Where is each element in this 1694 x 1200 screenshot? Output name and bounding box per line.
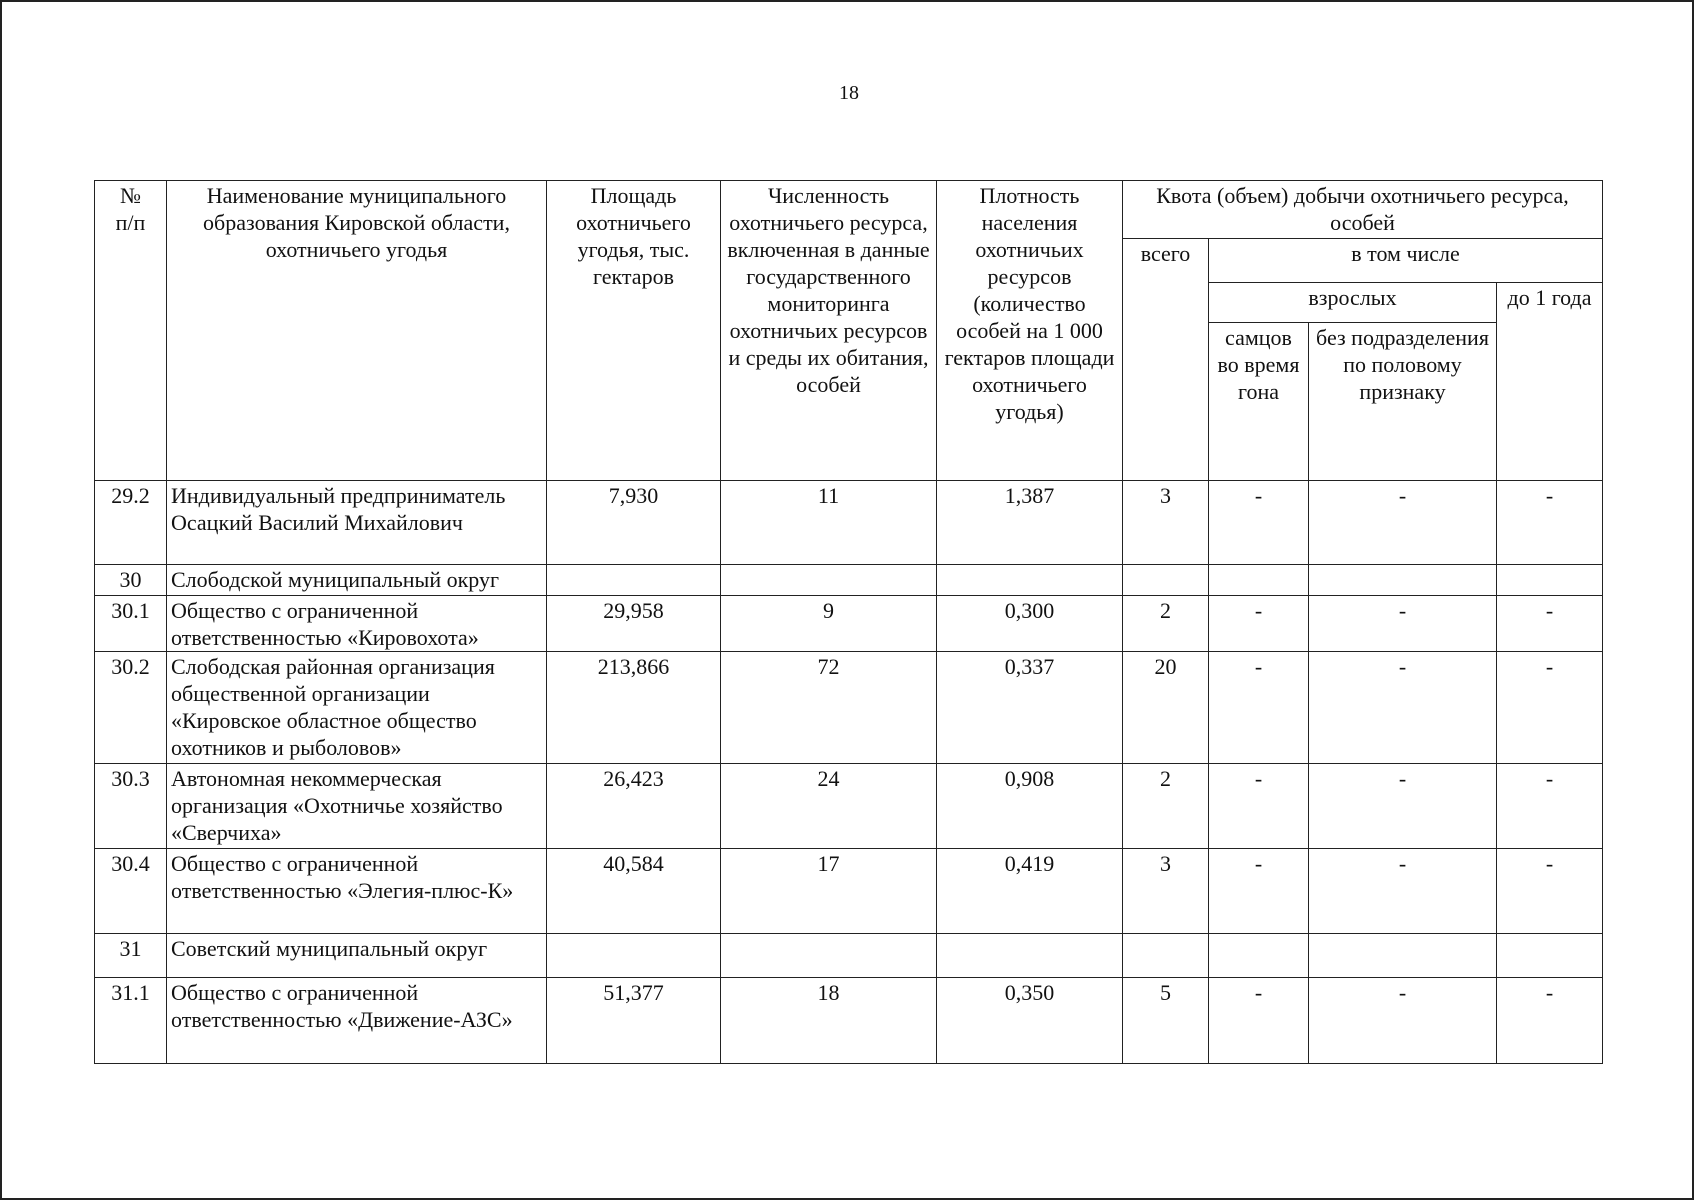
header-area: Площадь охотничьего угодья, тыс. гектаров [547,181,721,481]
header-males-rut: самцов во время гона [1209,323,1309,481]
row-name: Советский муниципальный округ [167,934,547,978]
row-count: 72 [721,652,937,764]
row-density: 0,300 [937,596,1123,652]
row-males: - [1209,652,1309,764]
row-count: 9 [721,596,937,652]
row-name: Общество с ограниченной ответственностью «Движение-АЗС» [167,978,547,1064]
row-nosex: - [1309,849,1497,934]
row-nosex: - [1309,481,1497,565]
header-density: Плотность населения охотничьих ресурсов (количество особей на 1 000 гектаров площади охотничьего угодья) [937,181,1123,481]
row-total: 3 [1123,849,1209,934]
row-count: 18 [721,978,937,1064]
row-under1: - [1497,764,1603,849]
row-density: 0,337 [937,652,1123,764]
row-count [721,934,937,978]
table-row [95,565,1603,596]
row-nosex: - [1309,764,1497,849]
row-density: 1,387 [937,481,1123,565]
quota-table [94,180,1603,1064]
row-area: 51,377 [547,978,721,1064]
header-count: Численность охотничьего ресурса, включенная в данные государственного мониторинга охотничьих ресурсов и среды их обитания, особей [721,181,937,481]
row-count: 17 [721,849,937,934]
header-num: № п/п [95,181,167,481]
row-area: 213,866 [547,652,721,764]
row-males [1209,565,1309,596]
row-density: 0,908 [937,764,1123,849]
table-row [95,481,1603,565]
row-males: - [1209,596,1309,652]
header-no-sex: без подразделения по половому признаку [1309,323,1497,481]
row-name: Автономная некоммерческая организация «Охотничье хозяйство «Сверчиха» [167,764,547,849]
row-density [937,565,1123,596]
row-area: 26,423 [547,764,721,849]
row-num: 30.2 [95,652,167,764]
row-under1: - [1497,481,1603,565]
row-total: 2 [1123,596,1209,652]
header-adults: взрослых [1209,283,1497,323]
row-nosex [1309,565,1497,596]
row-count: 24 [721,764,937,849]
row-nosex: - [1309,652,1497,764]
row-under1 [1497,934,1603,978]
row-under1: - [1497,652,1603,764]
header-including: в том числе [1209,239,1603,283]
row-males [1209,934,1309,978]
row-name: Общество с ограниченной ответственностью «Элегия-плюс-К» [167,849,547,934]
row-nosex [1309,934,1497,978]
row-name: Индивидуальный предприниматель Осацкий Василий Михайлович [167,481,547,565]
row-area: 40,584 [547,849,721,934]
row-nosex: - [1309,596,1497,652]
row-num: 31.1 [95,978,167,1064]
row-males: - [1209,978,1309,1064]
table-row [95,652,1603,764]
row-males: - [1209,481,1309,565]
row-total: 3 [1123,481,1209,565]
header-total: всего [1123,239,1209,481]
row-num: 30 [95,565,167,596]
header-under1: до 1 года [1497,283,1603,481]
row-total [1123,934,1209,978]
row-total: 5 [1123,978,1209,1064]
row-total: 2 [1123,764,1209,849]
table-row [95,764,1603,849]
row-total [1123,565,1209,596]
row-under1 [1497,565,1603,596]
row-area: 7,930 [547,481,721,565]
row-density [937,934,1123,978]
row-name: Слободская районная организация общественной организации «Кировское областное общество охотников и рыболовов» [167,652,547,764]
header-name: Наименование муниципального образования Кировской области, охотничьего угодья [167,181,547,481]
row-under1: - [1497,596,1603,652]
row-name: Слободской муниципальный округ [167,565,547,596]
row-name: Общество с ограниченной ответственностью «Кировохота» [167,596,547,652]
row-area [547,565,721,596]
table-row [95,849,1603,934]
table-row [95,978,1603,1064]
row-count [721,565,937,596]
row-area [547,934,721,978]
row-density: 0,419 [937,849,1123,934]
row-num: 30.4 [95,849,167,934]
row-count: 11 [721,481,937,565]
table-row [95,596,1603,652]
row-area: 29,958 [547,596,721,652]
row-nosex: - [1309,978,1497,1064]
row-num: 30.3 [95,764,167,849]
page-number: 18 [839,82,859,104]
table-row [95,934,1603,978]
row-under1: - [1497,978,1603,1064]
row-num: 29.2 [95,481,167,565]
row-density: 0,350 [937,978,1123,1064]
row-num: 30.1 [95,596,167,652]
row-males: - [1209,764,1309,849]
header-quota: Квота (объем) добычи охотничьего ресурса, особей [1123,181,1603,239]
row-total: 20 [1123,652,1209,764]
row-under1: - [1497,849,1603,934]
row-num: 31 [95,934,167,978]
row-males: - [1209,849,1309,934]
